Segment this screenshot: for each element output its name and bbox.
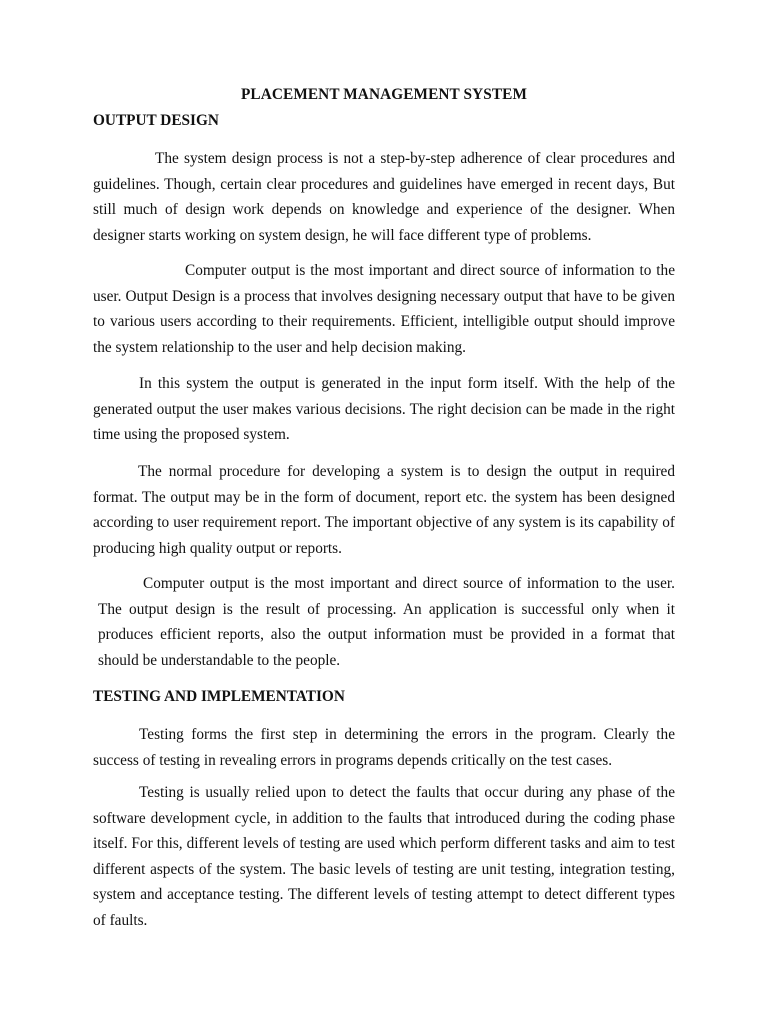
document-title: PLACEMENT MANAGEMENT SYSTEM: [240, 86, 527, 103]
paragraph: The normal procedure for developing a system is to design the output in required format. The output may be in the form of document, report etc. the system has been designed according to user requirement report. The important objective of any system is its capability of producing high quality output or reports.: [93, 463, 675, 557]
paragraph: The system design process is not a step-by-step adherence of clear procedures and guidelines. Though, certain clear procedures and guidelines have emerged in recent days, But still much of design work depends on knowledge and experience of the designer. When designer starts working on system design, he will face different type of problems.: [93, 150, 675, 244]
section-heading-output-design: OUTPUT DESIGN: [93, 112, 219, 129]
paragraph: Testing is usually relied upon to detect the faults that occur during any phase of the software development cycle, in addition to the faults that introduced during the coding phase itself. For this, different levels of testing are used which perform different tasks and aim to test different aspects of the system. The basic levels of testing are unit testing, integration testing, system and acceptance testing. The different levels of testing attempt to detect different types of faults.: [93, 784, 675, 929]
paragraph: In this system the output is generated in the input form itself. With the help of the generated output the user makes various decisions. The right decision can be made in the right time using the proposed system.: [93, 375, 675, 443]
paragraph: Computer output is the most important and direct source of information to the user. Output Design is a process that involves designing necessary output that have to be given to various users according to their requirements. Efficient, intelligible output should improve the system relationship to the user and help decision making.: [93, 262, 675, 356]
paragraph: Testing forms the first step in determining the errors in the program. Clearly the success of testing in revealing errors in programs depends critically on the test cases.: [93, 726, 675, 769]
section-heading-testing: TESTING AND IMPLEMENTATION: [93, 688, 345, 705]
paragraph: Computer output is the most important and direct source of information to the user. The output design is the result of processing. An application is successful only when it produces efficient reports, also the output information must be provided in a format that should be understandable to the people.: [98, 575, 675, 669]
